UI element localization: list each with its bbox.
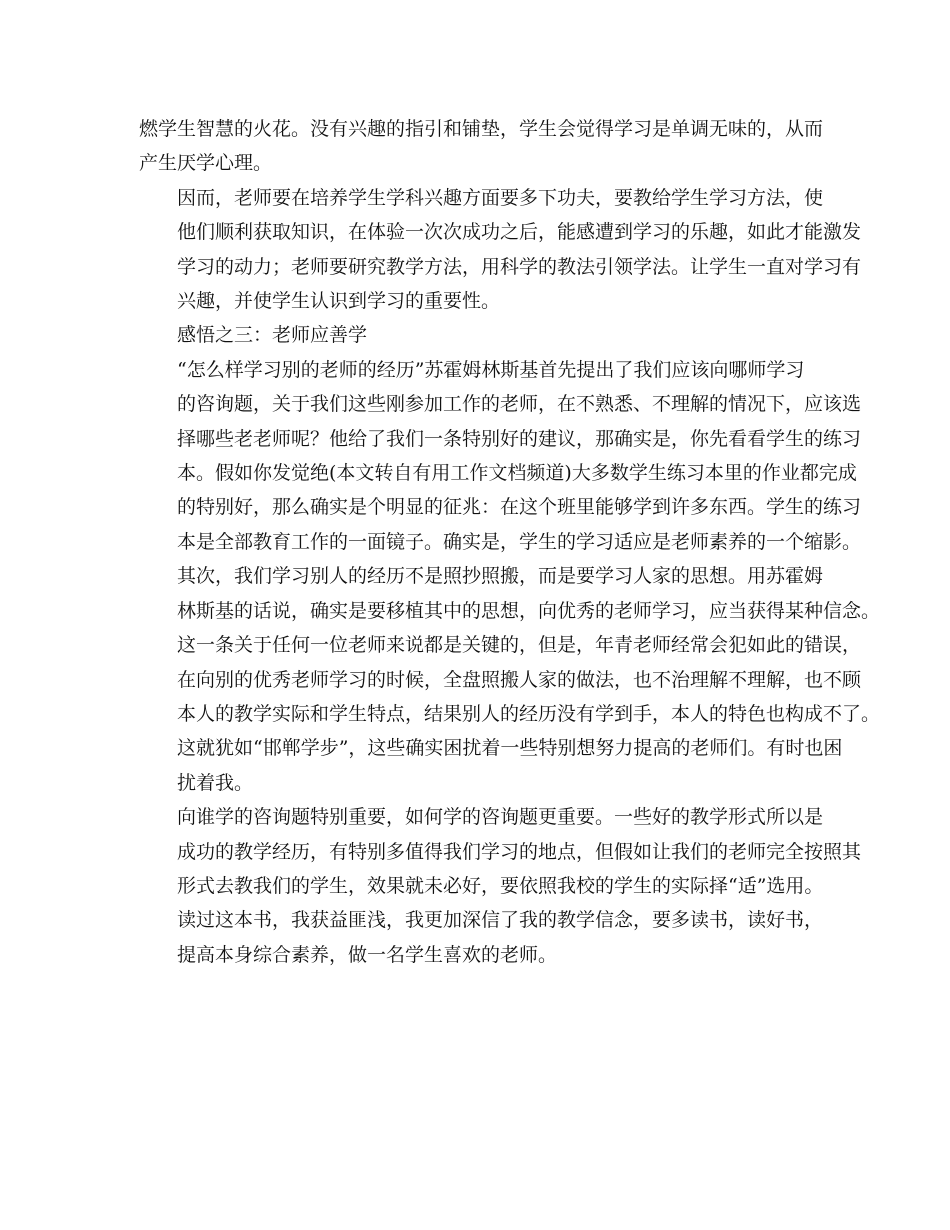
- text-line: 因而，老师要在培养学生学科兴趣方面要多下功夫，要教给学生学习方法，使: [177, 186, 824, 209]
- text-line: 兴趣，并使学生认识到学习的重要性。: [177, 290, 501, 313]
- paragraph-how-to-learn: [139, 800, 862, 903]
- text-line: 其次，我们学习别人的经历不是照抄照搬，而是要学习人家的思想。用苏霍姆: [177, 565, 824, 588]
- text-line: 读过这本书，我获益匪浅，我更加深信了我的教学信念，要多读书，读好书，: [177, 909, 824, 932]
- document-body: [139, 112, 881, 972]
- section-heading: [139, 318, 819, 352]
- text-line: 产生厌学心理。: [139, 152, 273, 175]
- text-line: 林斯基的话说，确实是要移植其中的思想，向优秀的老师学习，应当获得某种信念。: [177, 599, 881, 622]
- text-line: 向谁学的咨询题特别重要，如何学的咨询题更重要。一些好的教学形式所以是: [177, 806, 824, 829]
- text-line: 成功的教学经历，有特别多值得我们学习的地点，但假如让我们的老师完全按照其: [177, 840, 862, 863]
- paragraph-interest-cultivation: [139, 181, 862, 319]
- paragraph-learning-experience: [139, 353, 862, 559]
- text-line: 提高本身综合素养，做一名学生喜欢的老师。: [177, 943, 558, 966]
- text-line: 学习的动力；老师要研究教学方法，用科学的教法引领学法。让学生一直对学习有: [177, 255, 862, 278]
- text-line: 的咨询题，关于我们这些刚参加工作的老师，在不熟悉、不理解的情况下，应该选: [177, 393, 862, 416]
- text-line: 在向别的优秀老师学习的时候，全盘照搬人家的做法，也不治理解不理解，也不顾: [177, 668, 862, 691]
- text-line: 本人的教学实际和学生特点，结果别人的经历没有学到手，本人的特色也构成不了。: [177, 702, 881, 725]
- text-line: 形式去教我们的学生，效果就未必好，要依照我校的学生的实际择“适”选用。: [177, 874, 824, 897]
- text-line: 择哪些老老师呢？他给了我们一条特别好的建议，那确实是，你先看看学生的练习: [177, 427, 862, 450]
- text-line: 这一条关于任何一位老师来说都是关键的，但是，年青老师经常会犯如此的错误，: [177, 634, 862, 657]
- text-line: 的特别好，那么确实是个明显的征兆：在这个班里能够学到许多东西。学生的练习: [177, 496, 862, 519]
- paragraph-learning-ideas: [139, 559, 881, 800]
- text-line: 本。假如你发觉绝(本文转自有用工作文档频道)大多数学生练习本里的作业都完成: [177, 462, 857, 485]
- section-heading-text: 感悟之三：老师应善学: [177, 324, 368, 347]
- text-line: “怎么样学习别的老师的经历”苏霍姆林斯基首先提出了我们应该向哪师学习: [177, 358, 805, 381]
- paragraph-conclusion: [139, 903, 824, 972]
- text-line: 他们顺利获取知识，在体验一次次成功之后，能感遭到学习的乐趣，如此才能激发: [177, 221, 862, 244]
- text-line: 燃学生智慧的火花。没有兴趣的指引和铺垫，学生会觉得学习是单调无味的，从而: [139, 118, 824, 140]
- text-line: 本是全部教育工作的一面镜子。确实是，学生的学习适应是老师素养的一个缩影。: [177, 530, 862, 553]
- text-line: 扰着我。: [177, 771, 254, 794]
- text-line: 这就犹如“邯郸学步”，这些确实困扰着一些特别想努力提高的老师们。有时也困: [177, 737, 843, 760]
- paragraph-continuation: [139, 112, 824, 181]
